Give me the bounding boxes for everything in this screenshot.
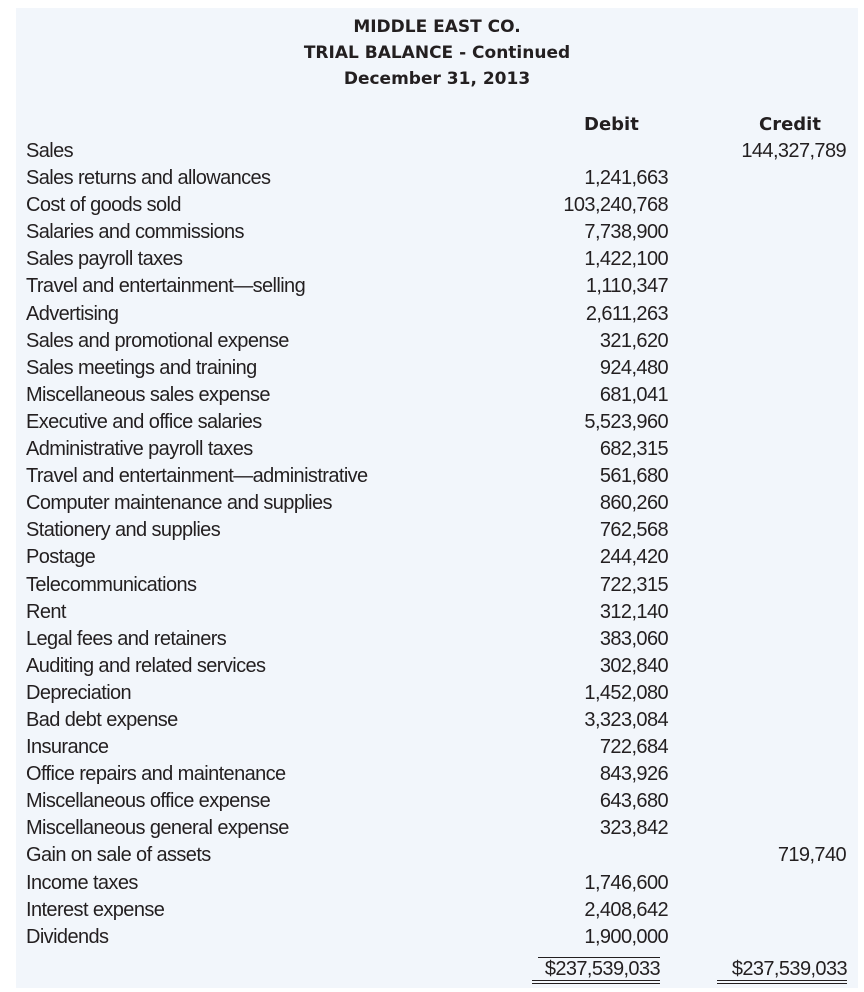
- table-row: [26, 219, 846, 246]
- account-name: Insurance: [26, 736, 109, 759]
- account-name: Advertising: [26, 302, 119, 325]
- table-row: [26, 409, 846, 436]
- table-row: [26, 680, 846, 707]
- account-name: Travel and entertainment—selling: [26, 275, 306, 298]
- total-debit: $237,539,033: [544, 958, 660, 980]
- total-credit-double-rule: [717, 980, 847, 984]
- debit-amount: 682,315: [599, 438, 668, 461]
- account-name: Dividends: [26, 925, 109, 948]
- debit-amount: 722,684: [599, 736, 668, 759]
- debit-amount: 323,842: [599, 817, 668, 840]
- table-row: [26, 842, 846, 869]
- debit-amount: 1,110,347: [585, 275, 668, 298]
- debit-amount: 1,900,000: [584, 925, 668, 948]
- account-name: Computer maintenance and supplies: [26, 492, 332, 515]
- table-row: [26, 165, 846, 192]
- debit-amount: 2,611,263: [585, 302, 668, 325]
- account-name: Administrative payroll taxes: [26, 438, 253, 461]
- debit-amount: 762,568: [599, 519, 668, 542]
- account-name: Miscellaneous general expense: [26, 817, 289, 840]
- debit-amount: 843,926: [599, 763, 668, 786]
- credit-column-header: Credit: [759, 114, 821, 135]
- total-debit-double-rule: [532, 980, 660, 984]
- account-name: Sales payroll taxes: [26, 248, 183, 271]
- account-name: Miscellaneous sales expense: [26, 383, 270, 406]
- debit-amount: 722,315: [599, 573, 668, 596]
- account-name: Sales meetings and training: [26, 356, 257, 379]
- debit-amount: 103,240,768: [563, 194, 668, 217]
- report-date: December 31, 2013: [343, 69, 531, 89]
- account-name: Miscellaneous office expense: [26, 790, 271, 813]
- account-name: Legal fees and retainers: [26, 627, 227, 650]
- debit-amount: 860,260: [599, 492, 668, 515]
- table-row: [26, 246, 846, 273]
- account-name: Interest expense: [26, 898, 165, 921]
- account-name: Cost of goods sold: [26, 194, 181, 217]
- account-name: Depreciation: [26, 681, 132, 704]
- report-title: TRIAL BALANCE - Continued: [303, 43, 571, 63]
- trial-balance-page: [16, 8, 858, 988]
- account-name: Sales returns and allowances: [26, 167, 271, 190]
- account-rows: [26, 138, 846, 951]
- table-row: [26, 273, 846, 300]
- account-name: Travel and entertainment—administrative: [26, 465, 368, 488]
- table-row: [26, 490, 846, 517]
- debit-amount: 1,422,100: [584, 248, 668, 271]
- table-row: [26, 599, 846, 626]
- debit-amount: 643,680: [599, 790, 668, 813]
- table-row: [26, 138, 846, 165]
- table-row: [26, 815, 846, 842]
- account-name: Postage: [26, 546, 96, 569]
- debit-column-header: Debit: [584, 114, 639, 135]
- account-name: Telecommunications: [26, 573, 197, 596]
- debit-amount: 3,323,084: [584, 708, 668, 731]
- table-row: [26, 572, 846, 599]
- table-row: [26, 788, 846, 815]
- account-name: Salaries and commissions: [26, 221, 244, 244]
- table-row: [26, 382, 846, 409]
- table-row: [26, 192, 846, 219]
- debit-amount: 321,620: [599, 329, 668, 352]
- debit-amount: 312,140: [599, 600, 668, 623]
- table-row: [26, 707, 846, 734]
- table-row: [26, 517, 846, 544]
- debit-amount: 1,746,600: [584, 871, 668, 894]
- table-row: [26, 328, 846, 355]
- table-row: [26, 301, 846, 328]
- account-name: Sales and promotional expense: [26, 329, 289, 352]
- table-row: [26, 924, 846, 951]
- account-name: Gain on sale of assets: [26, 844, 211, 867]
- table-row: [26, 870, 846, 897]
- company-name: MIDDLE EAST CO.: [353, 17, 521, 37]
- debit-amount: 681,041: [599, 383, 668, 406]
- table-row: [26, 626, 846, 653]
- debit-amount: 383,060: [599, 627, 668, 650]
- debit-amount: 561,680: [599, 465, 668, 488]
- debit-amount: 7,738,900: [584, 221, 668, 244]
- debit-amount: 924,480: [599, 356, 668, 379]
- table-row: [26, 355, 846, 382]
- debit-amount: 2,408,642: [584, 898, 668, 921]
- account-name: Income taxes: [26, 871, 138, 894]
- table-row: [26, 761, 846, 788]
- account-name: Office repairs and maintenance: [26, 763, 286, 786]
- account-name: Rent: [26, 600, 66, 623]
- total-credit: $237,539,033: [731, 958, 847, 980]
- debit-amount: 1,241,663: [584, 167, 668, 190]
- account-name: Sales: [26, 140, 74, 162]
- table-row: [26, 463, 846, 490]
- table-row: [26, 544, 846, 571]
- account-name: Auditing and related services: [26, 654, 266, 677]
- account-name: Executive and office salaries: [26, 410, 262, 433]
- debit-amount: 244,420: [599, 546, 668, 569]
- debit-amount: 1,452,080: [584, 681, 668, 704]
- table-row: [26, 734, 846, 761]
- account-name: Bad debt expense: [26, 708, 178, 731]
- table-row: [26, 436, 846, 463]
- debit-amount: 5,523,960: [584, 410, 668, 433]
- credit-amount: 144,327,789: [741, 140, 846, 162]
- account-name: Stationery and supplies: [26, 519, 221, 542]
- table-row: [26, 653, 846, 680]
- table-row: [26, 897, 846, 924]
- credit-amount: 719,740: [777, 844, 846, 867]
- debit-amount: 302,840: [599, 654, 668, 677]
